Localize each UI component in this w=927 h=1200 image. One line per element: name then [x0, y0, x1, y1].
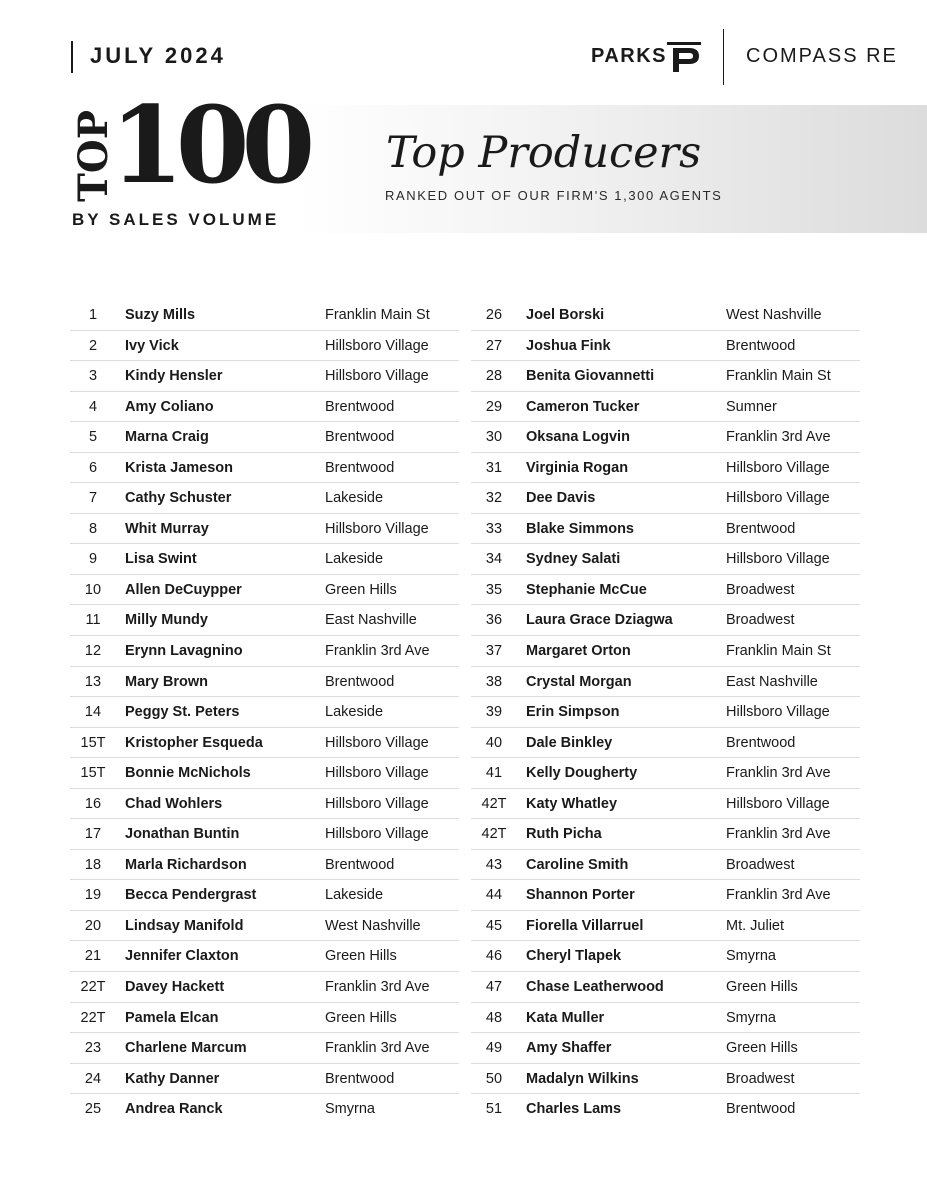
rank-number: 37 — [485, 643, 503, 660]
ranking-row — [471, 636, 860, 667]
office-location: Lakeside — [325, 887, 384, 904]
agent-name: Kindy Hensler — [125, 368, 223, 385]
agent-name: Charlene Marcum — [125, 1040, 247, 1057]
rank-number: 22T — [80, 1009, 106, 1026]
rank-number: 3 — [88, 368, 98, 385]
agent-name: Crystal Morgan — [526, 673, 632, 690]
office-location: Franklin Main St — [726, 643, 831, 660]
agent-name: Andrea Ranck — [125, 1101, 223, 1118]
office-location: Franklin 3rd Ave — [726, 765, 831, 782]
office-location: Franklin Main St — [325, 307, 430, 323]
by-sales-volume: BY SALES VOLUME — [72, 210, 280, 229]
ranking-row — [70, 789, 459, 820]
agent-name: Suzy Mills — [125, 307, 196, 323]
agent-name: Allen DeCuypper — [125, 581, 242, 598]
agent-name: Joel Borski — [526, 307, 605, 323]
office-location: Brentwood — [325, 398, 395, 415]
agent-name: Kata Muller — [526, 1009, 605, 1026]
agent-name: Katy Whatley — [526, 795, 618, 812]
rank-number: 16 — [84, 795, 102, 812]
rank-number: 18 — [84, 856, 102, 873]
agent-name: Pamela Elcan — [125, 1009, 219, 1026]
ranking-row — [70, 880, 459, 911]
agent-name: Chase Leatherwood — [526, 979, 664, 996]
rank-number: 50 — [485, 1070, 503, 1087]
header-rule — [71, 41, 73, 73]
office-location: East Nashville — [325, 612, 417, 629]
agent-name: Marla Richardson — [125, 856, 247, 873]
agent-name: Fiorella Villarruel — [526, 917, 644, 934]
office-location: Lakeside — [325, 704, 384, 721]
ranking-row — [471, 422, 860, 453]
rank-number: 7 — [88, 490, 98, 507]
rank-number: 9 — [88, 551, 98, 568]
agent-name: Sydney Salati — [526, 551, 621, 568]
rank-number: 20 — [84, 917, 102, 934]
agent-name: Becca Pendergrast — [125, 887, 257, 904]
office-location: Hillsboro Village — [325, 734, 429, 751]
rank-number: 42T — [481, 826, 507, 843]
ranking-row — [471, 1003, 860, 1034]
agent-name: Mary Brown — [125, 673, 208, 690]
agent-name: Charles Lams — [526, 1101, 622, 1118]
ranking-row — [70, 300, 459, 331]
office-location: Broadwest — [726, 581, 795, 598]
agent-name: Caroline Smith — [526, 856, 629, 873]
agent-name: Lisa Swint — [125, 551, 197, 568]
agent-name: Chad Wohlers — [125, 795, 223, 812]
agent-name: Erynn Lavagnino — [125, 643, 243, 660]
ranking-row — [70, 453, 459, 484]
agent-name: Oksana Logvin — [526, 429, 630, 446]
agent-name: Blake Simmons — [526, 520, 634, 537]
report-month: JULY 2024 — [90, 43, 226, 68]
page-subtitle: RANKED OUT OF OUR FIRM'S 1,300 AGENTS — [385, 188, 723, 203]
rank-number: 10 — [84, 581, 102, 598]
office-location: Lakeside — [325, 490, 384, 507]
ranking-row — [70, 361, 459, 392]
rank-number: 19 — [84, 887, 102, 904]
office-location: Smyrna — [726, 1009, 776, 1026]
office-location: Hillsboro Village — [325, 337, 429, 354]
rank-number: 36 — [485, 612, 503, 629]
office-location: Brentwood — [325, 429, 395, 446]
office-location: Broadwest — [726, 856, 795, 873]
office-location: Smyrna — [325, 1101, 375, 1118]
rank-number: 13 — [84, 673, 102, 690]
rank-number: 47 — [485, 979, 503, 996]
agent-name: Madalyn Wilkins — [526, 1070, 639, 1087]
ranking-row — [70, 697, 459, 728]
office-location: Franklin 3rd Ave — [325, 1040, 430, 1057]
ranking-row — [70, 575, 459, 606]
office-location: Hillsboro Village — [726, 795, 830, 812]
office-location: Franklin 3rd Ave — [726, 826, 831, 843]
office-location: Hillsboro Village — [325, 826, 429, 843]
office-location: Hillsboro Village — [726, 704, 830, 721]
agent-name: Peggy St. Peters — [125, 704, 240, 721]
ranking-row — [70, 331, 459, 362]
office-location: West Nashville — [325, 917, 421, 934]
rank-number: 22T — [80, 979, 106, 996]
ranking-row — [471, 789, 860, 820]
agent-name: Cameron Tucker — [526, 398, 640, 415]
rank-number: 4 — [88, 398, 98, 415]
ranking-row — [471, 972, 860, 1003]
rank-number: 15T — [80, 734, 106, 751]
office-location: Hillsboro Village — [325, 520, 429, 537]
ranking-row — [70, 850, 459, 881]
rank-number: 14 — [84, 704, 102, 721]
rank-number: 35 — [485, 581, 503, 598]
rank-number: 42T — [481, 795, 507, 812]
rank-number: 40 — [485, 734, 503, 751]
rank-number: 29 — [485, 398, 503, 415]
agent-name: Virginia Rogan — [526, 459, 629, 476]
agent-name: Kathy Danner — [125, 1070, 220, 1087]
agent-name: Benita Giovannetti — [526, 368, 655, 385]
agent-name: Lindsay Manifold — [125, 917, 244, 934]
office-location: Mt. Juliet — [726, 917, 785, 934]
top-vertical-label — [70, 107, 117, 202]
rank-number: 30 — [485, 429, 503, 446]
agent-name: Stephanie McCue — [526, 581, 647, 598]
ranking-row — [70, 667, 459, 698]
office-location: Broadwest — [726, 612, 795, 629]
rank-number: 32 — [485, 490, 503, 507]
agent-name: Amy Coliano — [125, 398, 214, 415]
ranking-row — [70, 941, 459, 972]
agent-name: Jennifer Claxton — [125, 948, 239, 965]
page-title: Top Producers — [386, 128, 702, 178]
ranking-row — [471, 850, 860, 881]
rank-number: 2 — [88, 337, 98, 354]
rank-number: 26 — [485, 307, 503, 323]
office-location: Broadwest — [726, 1070, 795, 1087]
ranking-row — [471, 758, 860, 789]
office-location: Lakeside — [325, 551, 384, 568]
ranking-row — [70, 972, 459, 1003]
office-location: Brentwood — [325, 1070, 395, 1087]
rank-number: 15T — [80, 765, 106, 782]
ranking-row — [471, 453, 860, 484]
ranking-row — [471, 941, 860, 972]
ranking-row — [70, 1003, 459, 1034]
office-location: Hillsboro Village — [325, 368, 429, 385]
office-location: Hillsboro Village — [726, 551, 830, 568]
rank-number: 38 — [485, 673, 503, 690]
agent-name: Margaret Orton — [526, 643, 631, 660]
office-location: Brentwood — [325, 459, 395, 476]
ranking-row — [70, 514, 459, 545]
agent-name: Cathy Schuster — [125, 490, 232, 507]
agent-name: Shannon Porter — [526, 887, 635, 904]
rank-number: 21 — [84, 948, 102, 965]
office-location: Hillsboro Village — [726, 490, 830, 507]
office-location: Franklin 3rd Ave — [726, 429, 831, 446]
office-location: Hillsboro Village — [726, 459, 830, 476]
agent-name: Kelly Dougherty — [526, 765, 638, 782]
ranking-row — [471, 483, 860, 514]
office-location: Hillsboro Village — [325, 795, 429, 812]
office-location: Brentwood — [726, 734, 796, 751]
rank-number: 5 — [88, 429, 98, 446]
agent-name: Dale Binkley — [526, 734, 613, 751]
office-location: Franklin 3rd Ave — [325, 979, 430, 996]
ranking-row — [70, 544, 459, 575]
ranking-row — [471, 1094, 860, 1125]
agent-name: Amy Shaffer — [526, 1040, 612, 1057]
ranking-row — [471, 728, 860, 759]
top-word: TOP — [70, 107, 117, 202]
rank-number: 6 — [88, 459, 98, 476]
rank-number: 23 — [84, 1040, 102, 1057]
rank-number: 51 — [485, 1101, 503, 1118]
agent-name: Dee Davis — [526, 490, 596, 507]
parks-brand: PARKS — [591, 45, 668, 67]
ranking-row — [471, 1064, 860, 1095]
agent-name: Davey Hackett — [125, 979, 225, 996]
ranking-row — [471, 575, 860, 606]
office-location: Sumner — [726, 398, 777, 415]
rank-number: 31 — [485, 459, 503, 476]
office-location: Franklin Main St — [726, 368, 831, 385]
agent-name: Laura Grace Dziagwa — [526, 612, 673, 629]
ranking-row — [471, 697, 860, 728]
office-location: Brentwood — [726, 337, 796, 354]
ranking-row — [471, 911, 860, 942]
rank-number: 49 — [485, 1040, 503, 1057]
ranking-row — [471, 300, 860, 331]
agent-name: Kristopher Esqueda — [125, 734, 263, 751]
agent-name: Erin Simpson — [526, 704, 620, 721]
rank-number: 28 — [485, 368, 503, 385]
office-location: West Nashville — [726, 307, 822, 323]
ranking-row — [70, 483, 459, 514]
ranking-row — [70, 636, 459, 667]
brand-divider — [723, 29, 724, 85]
rank-number: 1 — [88, 307, 98, 323]
parks-logo-icon — [667, 42, 701, 72]
office-location: Brentwood — [325, 856, 395, 873]
office-location: Brentwood — [726, 1101, 796, 1118]
ranking-row — [471, 605, 860, 636]
ranking-row — [471, 361, 860, 392]
agent-name: Milly Mundy — [125, 612, 208, 629]
rank-number: 33 — [485, 520, 503, 537]
rank-number: 34 — [485, 551, 503, 568]
rank-number: 46 — [485, 948, 503, 965]
top-100-number: 100 — [110, 82, 308, 207]
office-location: Franklin 3rd Ave — [325, 643, 430, 660]
ranking-row — [70, 605, 459, 636]
ranking-row — [471, 392, 860, 423]
left-ranking-column — [70, 300, 459, 1125]
rank-number: 43 — [485, 856, 503, 873]
rank-number: 8 — [88, 520, 98, 537]
agent-name: Ruth Picha — [526, 826, 602, 843]
ranking-row — [70, 758, 459, 789]
office-location: Franklin 3rd Ave — [726, 887, 831, 904]
rank-number: 25 — [84, 1101, 102, 1118]
agent-name: Bonnie McNichols — [125, 765, 251, 782]
ranking-row — [471, 331, 860, 362]
right-ranking-column — [471, 300, 860, 1125]
office-location: Green Hills — [325, 581, 397, 598]
agent-name: Jonathan Buntin — [125, 826, 240, 843]
agent-name: Krista Jameson — [125, 459, 233, 476]
rank-number: 27 — [485, 337, 503, 354]
rank-number: 11 — [85, 612, 101, 629]
office-location: Green Hills — [325, 948, 397, 965]
rank-number: 45 — [485, 917, 503, 934]
rank-number: 44 — [485, 887, 503, 904]
office-location: Green Hills — [726, 979, 798, 996]
agent-name: Joshua Fink — [526, 337, 611, 354]
ranking-row — [70, 392, 459, 423]
ranking-row — [471, 544, 860, 575]
office-location: Smyrna — [726, 948, 776, 965]
ranking-row — [70, 1033, 459, 1064]
compass-brand: COMPASS RE — [746, 45, 898, 67]
agent-name: Whit Murray — [125, 520, 209, 537]
ranking-row — [471, 819, 860, 850]
rank-number: 41 — [485, 765, 503, 782]
ranking-row — [70, 1094, 459, 1125]
ranking-row — [70, 911, 459, 942]
agent-name: Ivy Vick — [125, 337, 179, 354]
office-location: Brentwood — [325, 673, 395, 690]
agent-name: Cheryl Tlapek — [526, 948, 622, 965]
office-location: Green Hills — [325, 1009, 397, 1026]
rank-number: 17 — [84, 826, 102, 843]
rank-number: 39 — [485, 704, 503, 721]
office-location: Brentwood — [726, 520, 796, 537]
office-location: Hillsboro Village — [325, 765, 429, 782]
rank-number: 48 — [485, 1009, 503, 1026]
ranking-row — [471, 880, 860, 911]
ranking-row — [70, 819, 459, 850]
ranking-row — [471, 514, 860, 545]
office-location: Green Hills — [726, 1040, 798, 1057]
office-location: East Nashville — [726, 673, 818, 690]
rank-number: 12 — [84, 643, 102, 660]
ranking-row — [471, 667, 860, 698]
ranking-row — [70, 1064, 459, 1095]
ranking-row — [70, 422, 459, 453]
ranking-row — [70, 728, 459, 759]
agent-name: Marna Craig — [125, 429, 209, 446]
rank-number: 24 — [84, 1070, 102, 1087]
ranking-row — [471, 1033, 860, 1064]
